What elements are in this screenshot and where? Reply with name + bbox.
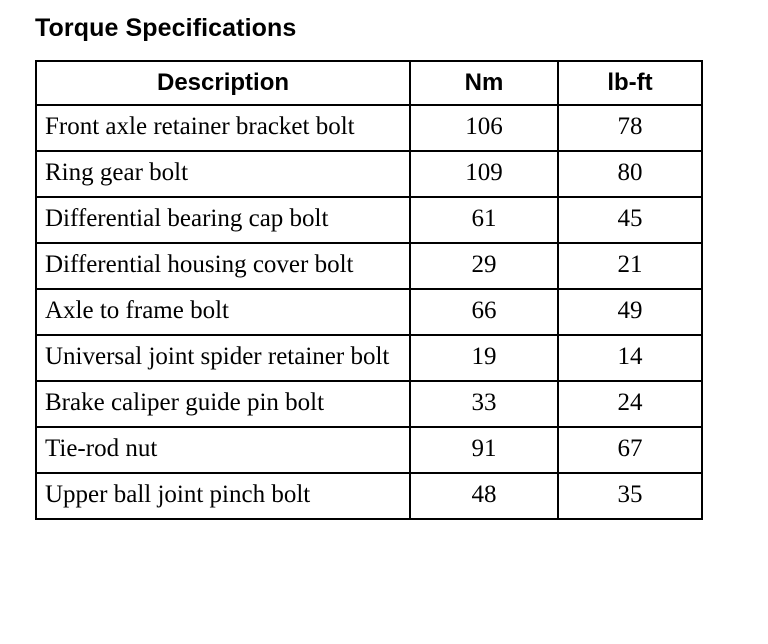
- cell-nm: 91: [410, 427, 558, 473]
- cell-lbft: 67: [558, 427, 702, 473]
- cell-nm: 66: [410, 289, 558, 335]
- cell-nm: 61: [410, 197, 558, 243]
- torque-spec-table: [35, 60, 703, 520]
- page-title: Torque Specifications: [35, 14, 297, 42]
- cell-description: Ring gear bolt: [36, 151, 410, 197]
- table-row: [36, 289, 702, 335]
- table-row: [36, 243, 702, 289]
- cell-nm: 48: [410, 473, 558, 519]
- column-header-lbft: lb-ft: [558, 61, 702, 105]
- cell-description: Differential bearing cap bolt: [36, 197, 410, 243]
- cell-lbft: 45: [558, 197, 702, 243]
- cell-lbft: 35: [558, 473, 702, 519]
- cell-lbft: 21: [558, 243, 702, 289]
- table-row: [36, 197, 702, 243]
- column-header-nm: Nm: [410, 61, 558, 105]
- cell-nm: 33: [410, 381, 558, 427]
- cell-description: Differential housing cover bolt: [36, 243, 410, 289]
- cell-lbft: 49: [558, 289, 702, 335]
- cell-description: Universal joint spider retainer bolt: [36, 335, 410, 381]
- cell-lbft: 80: [558, 151, 702, 197]
- table-row: [36, 335, 702, 381]
- table-row: [36, 427, 702, 473]
- cell-nm: 29: [410, 243, 558, 289]
- cell-description: Axle to frame bolt: [36, 289, 410, 335]
- cell-nm: 106: [410, 105, 558, 151]
- cell-nm: 109: [410, 151, 558, 197]
- table-row: [36, 473, 702, 519]
- cell-nm: 19: [410, 335, 558, 381]
- table-row: [36, 151, 702, 197]
- cell-description: Brake caliper guide pin bolt: [36, 381, 410, 427]
- table-row: [36, 105, 702, 151]
- cell-description: Upper ball joint pinch bolt: [36, 473, 410, 519]
- cell-lbft: 24: [558, 381, 702, 427]
- cell-description: Tie-rod nut: [36, 427, 410, 473]
- table-header-row: [36, 61, 702, 105]
- cell-description: Front axle retainer bracket bolt: [36, 105, 410, 151]
- column-header-description: Description: [36, 61, 410, 105]
- table-row: [36, 381, 702, 427]
- cell-lbft: 14: [558, 335, 702, 381]
- cell-lbft: 78: [558, 105, 702, 151]
